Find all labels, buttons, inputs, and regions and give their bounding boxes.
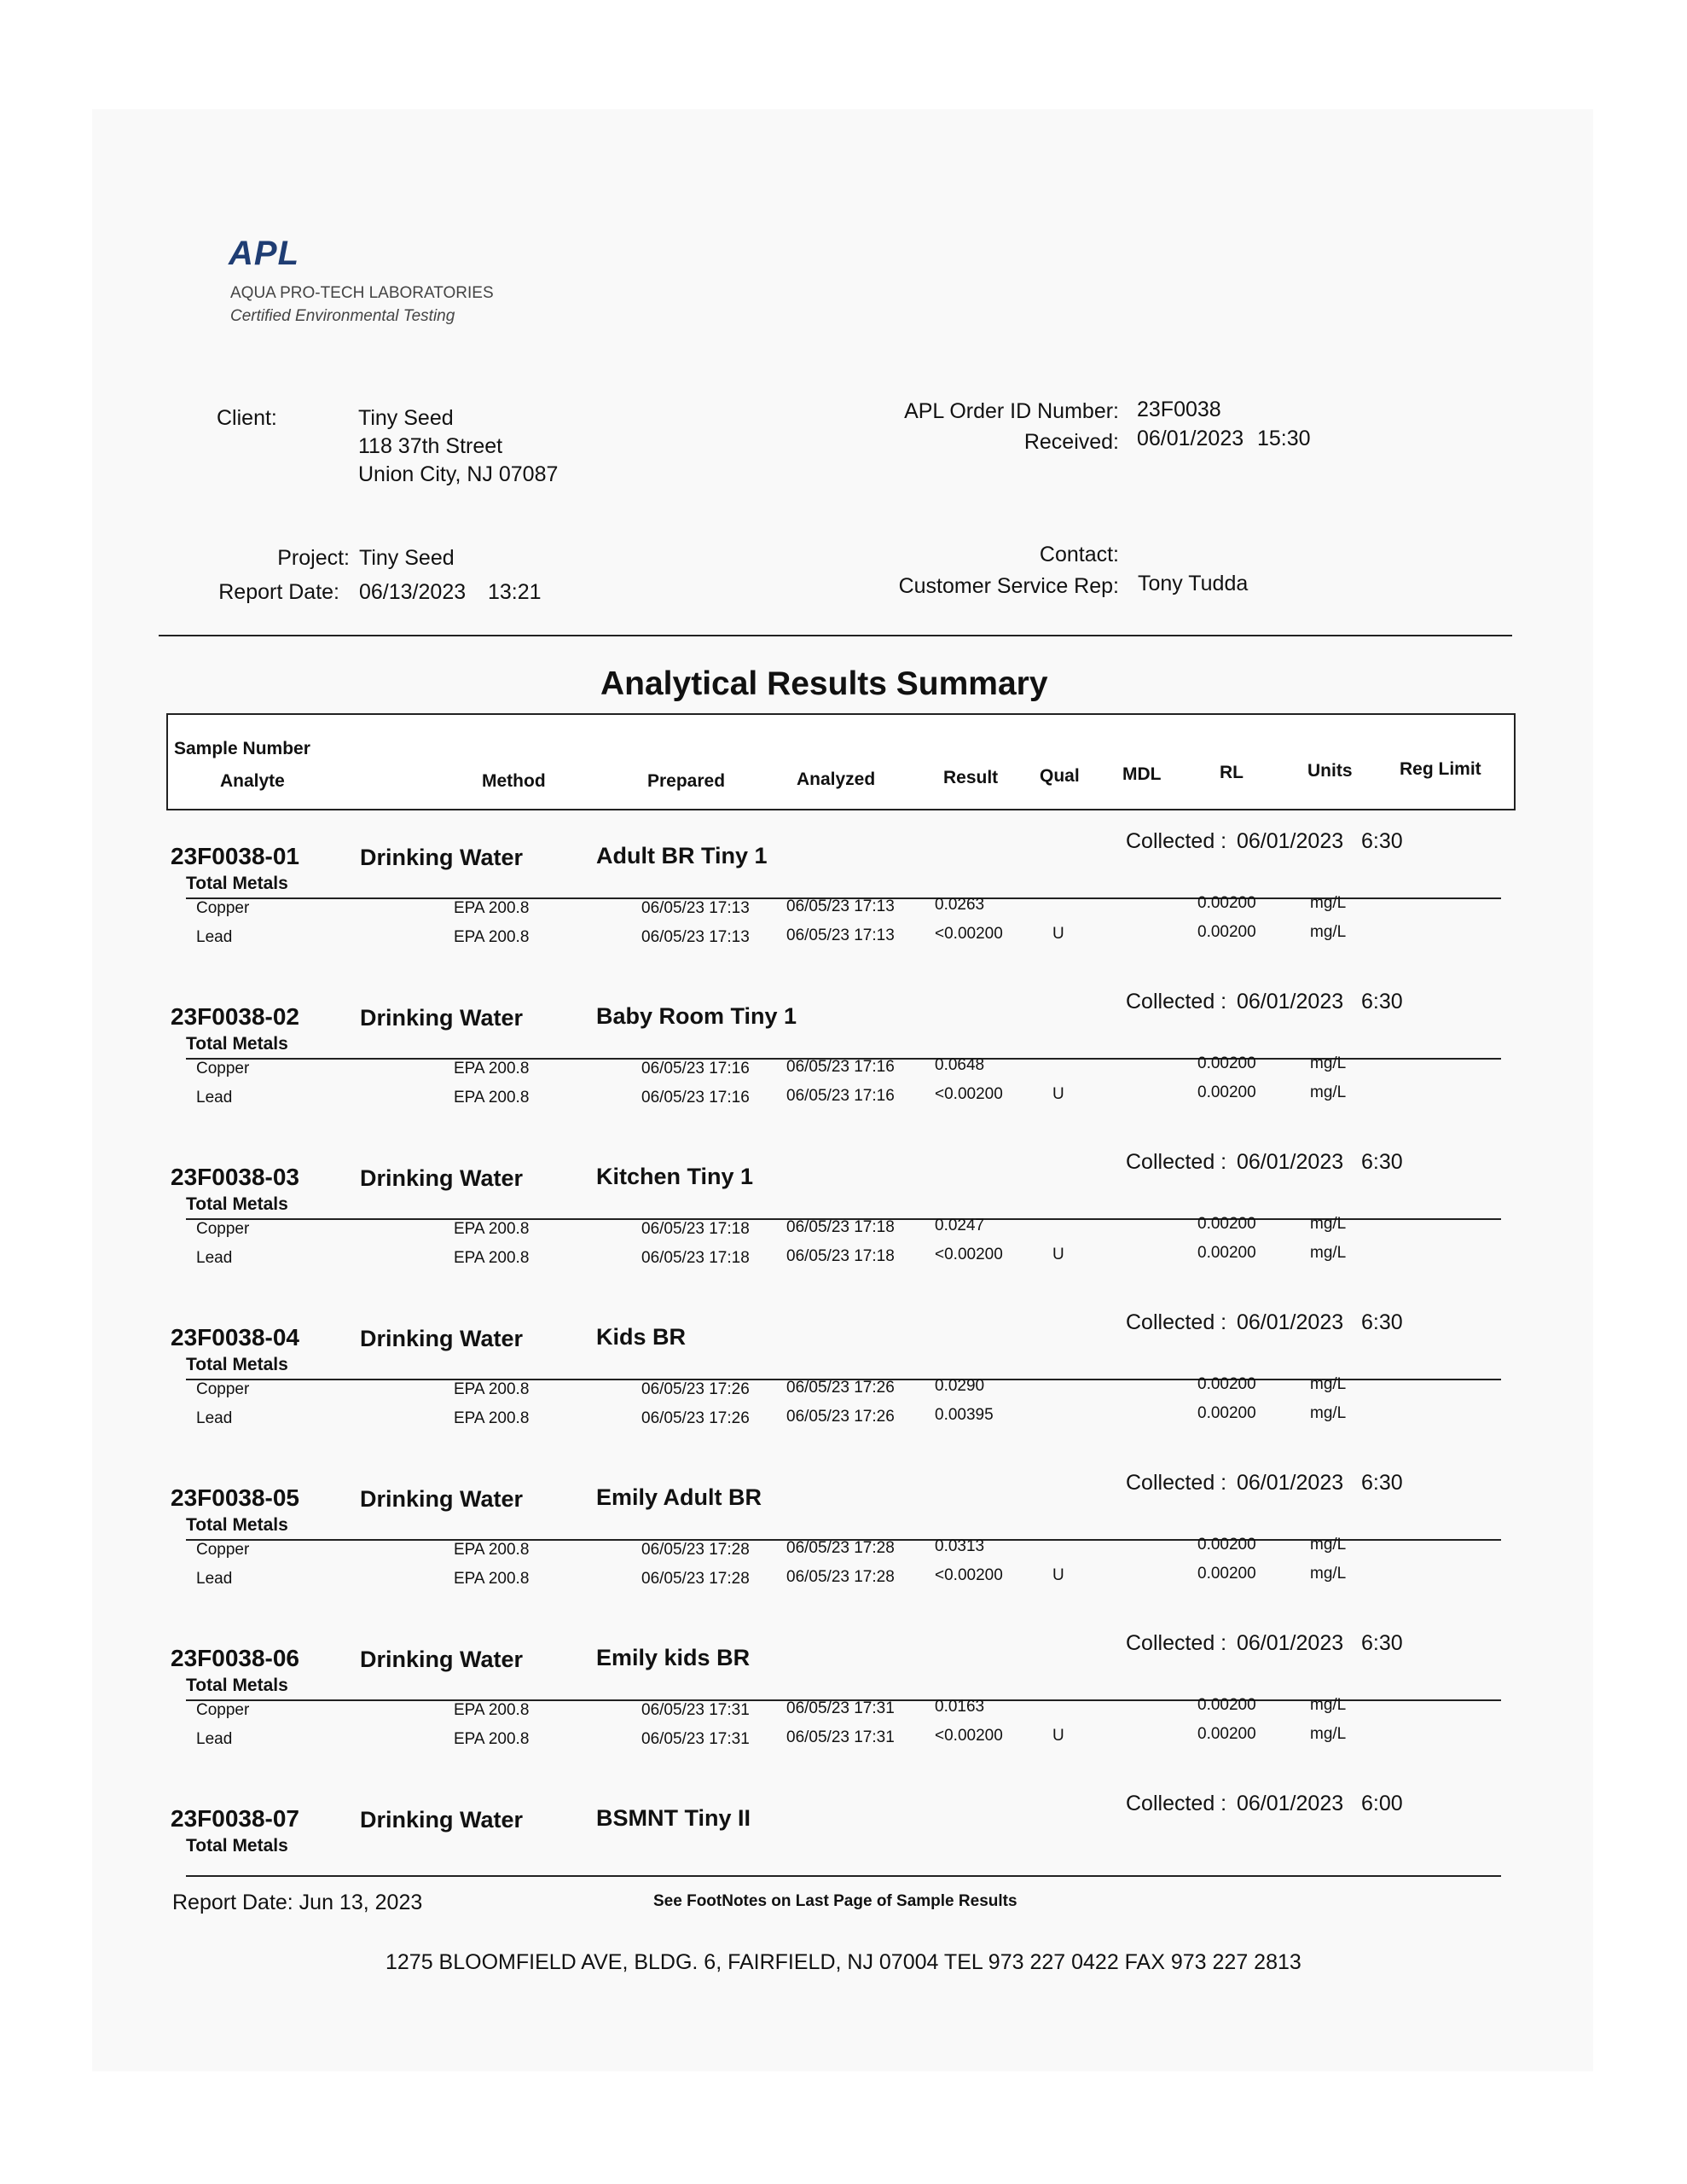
sample-matrix: Drinking Water (360, 1326, 524, 1351)
analyzed-datetime: 06/05/23 17:31 (786, 1728, 895, 1746)
reporting-limit: 0.00200 (1197, 1375, 1256, 1393)
collected-label: Collected : (1126, 1150, 1227, 1174)
report-title: Analytical Results Summary (600, 665, 1048, 702)
analyte-name: Lead (196, 1409, 233, 1427)
sample-name: Emily Adult BR (596, 1484, 762, 1510)
analysis-method: EPA 200.8 (454, 1220, 530, 1238)
project-label: Project: (277, 546, 350, 570)
analysis-method: EPA 200.8 (454, 928, 530, 946)
collected-time: 6:30 (1361, 1310, 1403, 1334)
collected-date: 06/01/2023 (1237, 1792, 1344, 1815)
result-value: 0.0263 (935, 896, 985, 914)
units: mg/L (1310, 1054, 1347, 1072)
received-label: Received: (1023, 430, 1119, 454)
analyzed-datetime: 06/05/23 17:31 (786, 1699, 895, 1717)
client-city: Union City, NJ 07087 (358, 462, 559, 486)
prepared-datetime: 06/05/23 17:16 (641, 1089, 750, 1107)
sample-matrix: Drinking Water (360, 1807, 524, 1833)
prepared-datetime: 06/05/23 17:13 (641, 928, 750, 946)
analysis-group: Total Metals (186, 1676, 288, 1695)
reporting-limit: 0.00200 (1197, 1054, 1256, 1072)
analyzed-datetime: 06/05/23 17:18 (786, 1247, 895, 1265)
reporting-limit: 0.00200 (1197, 1696, 1256, 1714)
collected-time: 6:00 (1361, 1792, 1403, 1815)
collected-label: Collected : (1126, 1310, 1227, 1334)
prepared-datetime: 06/05/23 17:26 (641, 1380, 750, 1398)
header-analyte: Analyte (220, 771, 285, 791)
header-reg-limit: Reg Limit (1400, 759, 1481, 779)
result-value: <0.00200 (935, 1727, 1003, 1745)
header-mdl: MDL (1122, 764, 1162, 784)
prepared-datetime: 06/05/23 17:18 (641, 1220, 750, 1238)
result-value: 0.0290 (935, 1377, 985, 1395)
analysis-group: Total Metals (186, 1515, 288, 1535)
collected-date: 06/01/2023 (1237, 1631, 1344, 1655)
sample-name: Adult BR Tiny 1 (596, 843, 768, 868)
sample-matrix: Drinking Water (360, 1486, 524, 1512)
footer-footnote: See FootNotes on Last Page of Sample Results (653, 1892, 1017, 1910)
order-id-label: APL Order ID Number: (904, 399, 1119, 423)
header-qual: Qual (1040, 766, 1080, 786)
reporting-limit: 0.00200 (1197, 1404, 1256, 1422)
header-analyzed: Analyzed (797, 770, 876, 789)
sample-id: 23F0038-06 (171, 1645, 300, 1671)
header-method: Method (482, 771, 546, 791)
collected-label: Collected : (1126, 1792, 1227, 1815)
order-id: 23F0038 (1137, 398, 1221, 421)
qualifier: U (1052, 925, 1064, 943)
analysis-method: EPA 200.8 (454, 1570, 530, 1588)
analysis-group: Total Metals (186, 1194, 288, 1214)
report-date-label: Report Date: (218, 580, 339, 604)
prepared-datetime: 06/05/23 17:16 (641, 1060, 750, 1077)
result-value: <0.00200 (935, 1085, 1003, 1103)
company-tagline: Certified Environmental Testing (230, 307, 455, 325)
units: mg/L (1310, 1244, 1347, 1262)
analyte-name: Lead (196, 928, 233, 946)
collected-time: 6:30 (1361, 1631, 1403, 1655)
reporting-limit: 0.00200 (1197, 1215, 1256, 1233)
analysis-method: EPA 200.8 (454, 1249, 530, 1267)
result-value: 0.0163 (935, 1698, 985, 1716)
collected-date: 06/01/2023 (1237, 990, 1344, 1014)
result-value: 0.0313 (935, 1537, 985, 1555)
project-value: Tiny Seed (359, 546, 455, 570)
analysis-method: EPA 200.8 (454, 1541, 530, 1559)
analyzed-datetime: 06/05/23 17:28 (786, 1568, 895, 1586)
analysis-group: Total Metals (186, 1355, 288, 1374)
client-label: Client: (217, 406, 277, 430)
result-value: <0.00200 (935, 1246, 1003, 1263)
prepared-datetime: 06/05/23 17:28 (641, 1570, 750, 1588)
sample-name: Kitchen Tiny 1 (596, 1164, 754, 1189)
qualifier: U (1052, 1085, 1064, 1103)
report-date: 06/13/2023 (359, 580, 467, 604)
analyzed-datetime: 06/05/23 17:18 (786, 1218, 895, 1236)
collected-date: 06/01/2023 (1237, 1150, 1344, 1174)
sample-matrix: Drinking Water (360, 1647, 524, 1672)
header-result: Result (943, 768, 999, 787)
collected-label: Collected : (1126, 1631, 1227, 1655)
collected-date: 06/01/2023 (1237, 1310, 1344, 1334)
analyzed-datetime: 06/05/23 17:16 (786, 1087, 895, 1105)
client-street: 118 37th Street (358, 434, 503, 458)
analysis-method: EPA 200.8 (454, 1701, 530, 1719)
analyzed-datetime: 06/05/23 17:16 (786, 1058, 895, 1076)
analysis-method: EPA 200.8 (454, 1409, 530, 1427)
company-name: AQUA PRO-TECH LABORATORIES (230, 284, 494, 302)
analysis-method: EPA 200.8 (454, 1060, 530, 1077)
analyte-name: Copper (196, 899, 250, 917)
result-value: 0.0648 (935, 1056, 985, 1074)
qualifier: U (1052, 1566, 1064, 1584)
report-time: 13:21 (488, 580, 542, 604)
units: mg/L (1310, 1725, 1347, 1743)
units: mg/L (1310, 894, 1347, 912)
analyte-name: Copper (196, 1220, 250, 1238)
analyte-name: Copper (196, 1701, 250, 1719)
collected-time: 6:30 (1361, 990, 1403, 1014)
sample-name: Baby Room Tiny 1 (596, 1003, 797, 1029)
collected-time: 6:30 (1361, 1150, 1403, 1174)
rep-label: Customer Service Rep: (898, 574, 1119, 598)
units: mg/L (1310, 1565, 1347, 1583)
collected-time: 6:30 (1361, 829, 1403, 853)
units: mg/L (1310, 1083, 1347, 1101)
analyte-name: Copper (196, 1060, 250, 1077)
sample-divider (186, 1875, 1501, 1877)
qualifier: U (1052, 1727, 1064, 1745)
sample-name: Emily kids BR (596, 1645, 751, 1670)
result-value: 0.00395 (935, 1406, 994, 1424)
sample-name: BSMNT Tiny II (596, 1805, 751, 1831)
footer-address: 1275 BLOOMFIELD AVE, BLDG. 6, FAIRFIELD, NJ 07004 TEL 973 227 0422 FAX 973 227 2813 (386, 1950, 1301, 1974)
reporting-limit: 0.00200 (1197, 1083, 1256, 1101)
analysis-method: EPA 200.8 (454, 1089, 530, 1107)
analysis-group: Total Metals (186, 1034, 288, 1054)
header-divider (159, 635, 1512, 636)
rep-name: Tony Tudda (1138, 572, 1249, 595)
sample-id: 23F0038-07 (171, 1805, 300, 1832)
received-time: 15:30 (1257, 427, 1311, 450)
sample-matrix: Drinking Water (360, 845, 524, 870)
result-value: <0.00200 (935, 1566, 1003, 1584)
qualifier: U (1052, 1246, 1064, 1263)
sample-matrix: Drinking Water (360, 1165, 524, 1191)
analyte-name: Copper (196, 1541, 250, 1559)
analyzed-datetime: 06/05/23 17:13 (786, 926, 895, 944)
sample-id: 23F0038-01 (171, 843, 300, 869)
result-value: 0.0247 (935, 1217, 985, 1234)
collected-label: Collected : (1126, 990, 1227, 1014)
sample-id: 23F0038-05 (171, 1484, 300, 1511)
received-date: 06/01/2023 (1137, 427, 1244, 450)
analyte-name: Lead (196, 1089, 233, 1107)
prepared-datetime: 06/05/23 17:18 (641, 1249, 750, 1267)
sample-id: 23F0038-02 (171, 1003, 300, 1030)
units: mg/L (1310, 1375, 1347, 1393)
header-units: Units (1307, 761, 1353, 781)
analysis-method: EPA 200.8 (454, 1380, 530, 1398)
sample-id: 23F0038-04 (171, 1324, 300, 1350)
collected-label: Collected : (1126, 829, 1227, 853)
client-name: Tiny Seed (358, 406, 454, 430)
prepared-datetime: 06/05/23 17:31 (641, 1701, 750, 1719)
sample-name: Kids BR (596, 1324, 687, 1350)
reporting-limit: 0.00200 (1197, 894, 1256, 912)
analyzed-datetime: 06/05/23 17:28 (786, 1539, 895, 1557)
analyte-name: Lead (196, 1249, 233, 1267)
reporting-limit: 0.00200 (1197, 1536, 1256, 1554)
analyte-name: Copper (196, 1380, 250, 1398)
prepared-datetime: 06/05/23 17:28 (641, 1541, 750, 1559)
units: mg/L (1310, 1536, 1347, 1554)
analysis-method: EPA 200.8 (454, 1730, 530, 1748)
analysis-group: Total Metals (186, 1836, 288, 1856)
collected-date: 06/01/2023 (1237, 829, 1344, 853)
analyzed-datetime: 06/05/23 17:13 (786, 897, 895, 915)
analyzed-datetime: 06/05/23 17:26 (786, 1408, 895, 1426)
sample-id: 23F0038-03 (171, 1164, 300, 1190)
analysis-group: Total Metals (186, 874, 288, 893)
apl-logo: APL (229, 235, 299, 272)
collected-time: 6:30 (1361, 1471, 1403, 1495)
collected-label: Collected : (1126, 1471, 1227, 1495)
reporting-limit: 0.00200 (1197, 1565, 1256, 1583)
result-value: <0.00200 (935, 925, 1003, 943)
analyte-name: Lead (196, 1570, 233, 1588)
analyzed-datetime: 06/05/23 17:26 (786, 1379, 895, 1397)
prepared-datetime: 06/05/23 17:26 (641, 1409, 750, 1427)
header-sample-number: Sample Number (174, 739, 310, 758)
analyte-name: Lead (196, 1730, 233, 1748)
prepared-datetime: 06/05/23 17:13 (641, 899, 750, 917)
contact-label: Contact: (1039, 543, 1119, 566)
prepared-datetime: 06/05/23 17:31 (641, 1730, 750, 1748)
units: mg/L (1310, 1404, 1347, 1422)
reporting-limit: 0.00200 (1197, 1725, 1256, 1743)
collected-date: 06/01/2023 (1237, 1471, 1344, 1495)
sample-matrix: Drinking Water (360, 1005, 524, 1031)
units: mg/L (1310, 1696, 1347, 1714)
units: mg/L (1310, 1215, 1347, 1233)
analysis-method: EPA 200.8 (454, 899, 530, 917)
reporting-limit: 0.00200 (1197, 923, 1256, 941)
footer-report-date: Report Date: Jun 13, 2023 (172, 1891, 423, 1914)
reporting-limit: 0.00200 (1197, 1244, 1256, 1262)
header-prepared: Prepared (647, 771, 726, 791)
header-rl: RL (1220, 763, 1244, 782)
units: mg/L (1310, 923, 1347, 941)
